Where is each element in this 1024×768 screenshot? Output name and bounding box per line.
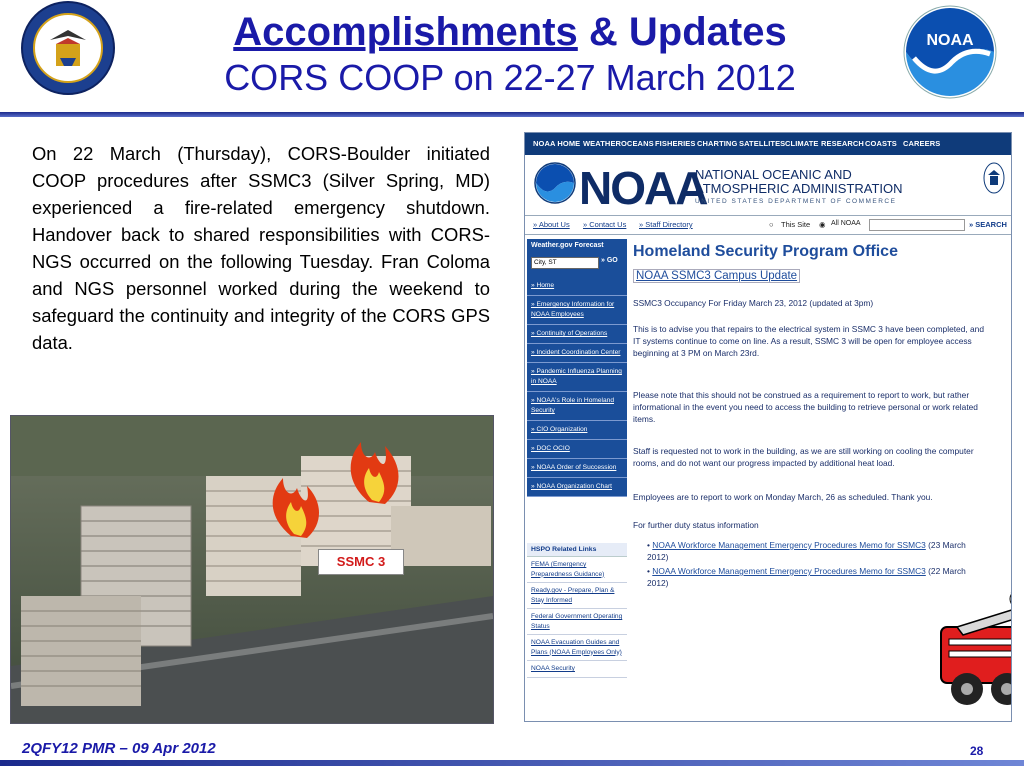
noaa-link-bar <box>525 215 1011 235</box>
slide-subtitle: CORS COOP on 22-27 March 2012 <box>224 57 796 98</box>
radio-all-noaa-icon[interactable]: ◉ <box>819 220 826 229</box>
radio-this-site-label: This Site <box>781 220 811 229</box>
memo-date-2: (22 March 2012) <box>647 566 966 588</box>
topnav-research[interactable]: RESEARCH <box>821 139 864 148</box>
sidebar-item-cio[interactable]: » CIO Organization <box>527 421 627 440</box>
site-search-button[interactable]: » SEARCH <box>969 220 1007 229</box>
masthead-noaa-wordmark: NOAA <box>579 162 707 214</box>
paragraph-staff: Staff is requested not to work in the building, as we are still working on cooling the computer rooms, and do not want our progress impacted by additional heat load. <box>633 446 974 468</box>
occupancy-heading: SSMC3 Occupancy For Friday March 23, 2012 (updated at 3pm) <box>633 298 874 308</box>
topnav-charting[interactable]: CHARTING <box>697 139 738 148</box>
campus-update-link[interactable]: NOAA SSMC3 Campus Update <box>633 269 800 283</box>
noaa-top-nav <box>525 133 1011 155</box>
ssmc3-callout-label: SSMC 3 <box>318 549 404 575</box>
weather-go-button[interactable]: » GO <box>601 257 618 264</box>
sidebar-item-incident-center[interactable]: » Incident Coordination Center <box>527 344 627 363</box>
topnav-climate[interactable]: CLIMATE <box>785 139 819 148</box>
paragraph-further: For further duty status information <box>633 520 759 530</box>
weather-city-input[interactable]: City, ST <box>531 257 599 269</box>
slide-title-underlined: Accomplishments <box>233 10 578 54</box>
fire-truck-cartoon <box>927 577 1012 717</box>
staff-directory-link[interactable]: » Staff Directory <box>639 220 693 229</box>
page-number: 28 <box>970 744 984 758</box>
paragraph-repairs: This is to advise you that repairs to the electrical system in SSMC 3 have been completed, and IT systems continue to come on line. As a result, SSMC 3 will be open for employee access beginning at 3 PM on March 23rd. <box>633 324 984 358</box>
memo-bullet-2: • NOAA Workforce Management Emergency Procedures Memo for SSMC3 (22 March 2012) <box>647 566 966 588</box>
noaa-masthead <box>525 155 1011 214</box>
memo-link-2[interactable]: NOAA Workforce Management Emergency Procedures Memo for SSMC3 <box>652 566 926 576</box>
noaa-small-logo[interactable] <box>533 161 577 205</box>
memo-link-1[interactable]: NOAA Workforce Management Emergency Procedures Memo for SSMC3 <box>652 540 926 550</box>
department-of-commerce-seal <box>20 0 116 96</box>
masthead-line3: UNITED STATES DEPARTMENT OF COMMERCE <box>695 198 897 205</box>
sidebar-item-doc-ocio[interactable]: » DOC OCIO <box>527 440 627 459</box>
noaa-logo-text: NOAA <box>926 32 974 49</box>
hspo-link-ready-gov[interactable]: Ready.gov - Prepare, Plan & Stay Informed <box>527 583 627 609</box>
page-heading: Homeland Security Program Office <box>633 243 898 260</box>
footer-divider <box>0 760 1024 766</box>
commerce-seal-icon <box>983 161 1005 195</box>
weather-forecast-box <box>527 239 627 277</box>
sidebar-item-pandemic[interactable]: » Pandemic Influenza Planning in NOAA <box>527 363 627 392</box>
slide-title <box>150 10 870 54</box>
hspo-link-evacuation[interactable]: NOAA Evacuation Guides and Plans (NOAA Employees Only) <box>527 635 627 661</box>
sidebar-item-emergency-info[interactable]: » Emergency Information for NOAA Employees <box>527 296 627 325</box>
noaa-main-content <box>631 239 1007 717</box>
noaa-sidebar <box>527 239 627 717</box>
sidebar-item-org-chart[interactable]: » NOAA Organization Chart <box>527 478 627 497</box>
paragraph-report: Employees are to report to work on Monday March, 26 as scheduled. Thank you. <box>633 492 933 502</box>
weather-forecast-title: Weather.gov Forecast <box>531 242 604 249</box>
sidebar-nav <box>527 277 627 497</box>
radio-all-noaa-label: All NOAA <box>831 220 861 227</box>
body-paragraph: On 22 March (Thursday), CORS-Boulder initiated COOP procedures after SSMC3 (Silver Spring, MD) experienced a fire-related emergency shutdown. Handover back to shared responsibilities with CORS-NGS occurred on the following Tuesday. Fran Coloma and NGS personnel worked during the weekend to safeguard the continuity and integrity of the CORS GPS data. <box>32 143 490 353</box>
sidebar-item-home[interactable]: » Home <box>527 277 627 296</box>
topnav-weather[interactable]: WEATHER <box>583 139 622 148</box>
header-divider <box>0 112 1024 117</box>
noaa-website-screenshot <box>524 132 1012 722</box>
sidebar-item-homeland-role[interactable]: » NOAA's Role in Homeland Security <box>527 392 627 421</box>
memo-date-1: (23 March 2012) <box>647 540 966 562</box>
paragraph-note: Please note that this should not be construed as a requirement to report to work, but rather informational in the event you need to access the building to retrieve personal or work related items. <box>633 390 978 424</box>
footer-date: 2QFY12 PMR – 09 Apr 2012 <box>22 740 216 757</box>
memo-bullet-1: • NOAA Workforce Management Emergency Procedures Memo for SSMC3 (23 March 2012) <box>647 540 966 562</box>
masthead-line1: NATIONAL OCEANIC AND <box>695 167 852 182</box>
masthead-line2: ATMOSPHERIC ADMINISTRATION <box>695 181 903 196</box>
radio-this-site-icon[interactable]: ○ <box>769 220 774 229</box>
hspo-link-operating-status[interactable]: Federal Government Operating Status <box>527 609 627 635</box>
topnav-oceans[interactable]: OCEANS <box>621 139 654 148</box>
topnav-coasts[interactable]: COASTS <box>865 139 897 148</box>
ssmc-building-photo <box>10 415 494 724</box>
topnav-satellites[interactable]: SATELLITES <box>739 139 786 148</box>
hspo-link-security[interactable]: NOAA Security <box>527 661 627 678</box>
noaa-logo <box>900 2 1000 102</box>
slide-title-rest: & Updates <box>577 10 787 54</box>
hspo-link-fema[interactable]: FEMA (Emergency Preparedness Guidance) <box>527 557 627 583</box>
sidebar-item-order-succession[interactable]: » NOAA Order of Succession <box>527 459 627 478</box>
sidebar-item-continuity[interactable]: » Continuity of Operations <box>527 325 627 344</box>
hspo-links-title: HSPO Related Links <box>527 543 627 557</box>
site-search-input[interactable] <box>869 219 965 231</box>
topnav-fisheries[interactable]: FISHERIES <box>655 139 696 148</box>
contact-us-link[interactable]: » Contact Us <box>583 220 627 229</box>
about-us-link[interactable]: » About Us <box>533 220 570 229</box>
topnav-careers[interactable]: CAREERS <box>903 139 941 148</box>
topnav-home[interactable]: NOAA HOME <box>533 139 581 148</box>
hspo-links-panel <box>527 543 627 678</box>
